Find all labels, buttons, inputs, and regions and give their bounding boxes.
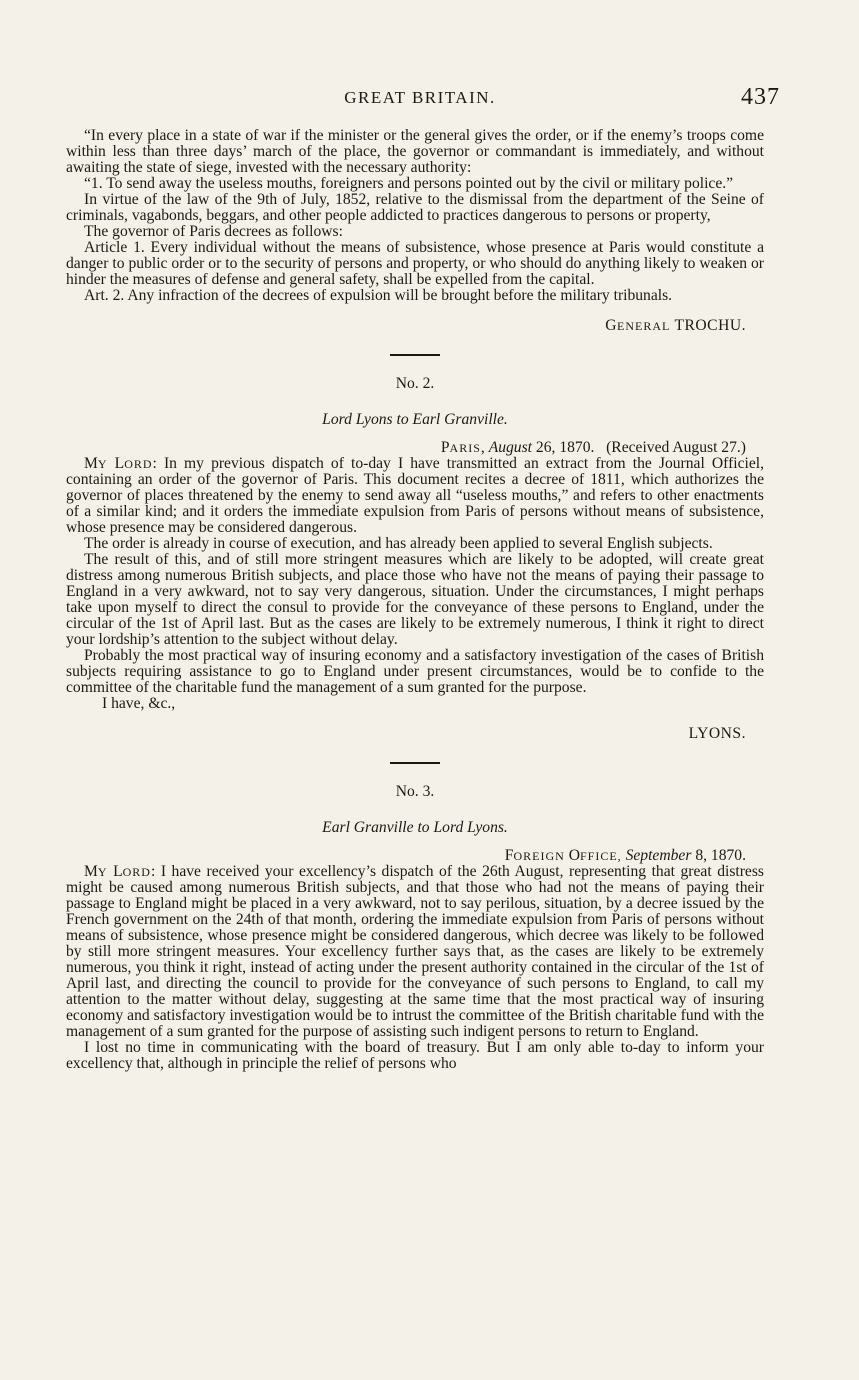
dispatch-paragraph: The result of this, and of still more stringent measures which are likely to be adopted, will create great distress among numerous British subjects, and place those who have not the means of paying their passage to England in a very awkward, not to say very dangerous, situation. Under the circumstances, I might perhaps take upon myself to direct the consul to provide for the conveyance of these persons to England, under the circular of the 1st of April last. But as the cases are likely to be extremely numerous, I think it right to direct your lordship’s attention to the subject without delay. [66, 551, 764, 648]
lyons-signature: LYONS. [688, 725, 746, 742]
dispatch-dateline: PARIS, August 26, 1870. (Received August 27.) [440, 439, 746, 456]
decree-article-2: Art. 2. Any infraction of the decrees of expulsion will be brought before the military tribunals. [84, 287, 673, 304]
page-header [60, 84, 780, 118]
trochu-signature: GENERAL TROCHU. [605, 317, 746, 334]
page-body [66, 128, 764, 1072]
dispatch-heading: Earl Granville to Lord Lyons. [322, 819, 508, 836]
decree-article-1: Article 1. Every individual without the means of subsistence, whose presence at Paris would constitute a danger to public order or to the security of persons and property, or who should do anything likely to weaken or hinder the measures of defense and general safety, shall be expelled from the capital. [66, 239, 764, 288]
trochu-decree [66, 128, 764, 334]
dispatch-number: No. 3. [395, 783, 435, 800]
dispatch-paragraph: The order is already in course of execution, and has already been applied to several English subjects. [84, 535, 713, 552]
page-number: 437 [741, 84, 780, 110]
dispatch-paragraph: Probably the most practical way of insuring economy and a satisfactory investigation of the cases of British subjects requiring assistance to go to England under present circumstances, would be to confide to the committee of the charitable fund the management of a sum granted for the purpose. [66, 647, 764, 696]
dispatch-paragraph: MY LORD: I have received your excellency’s dispatch of the 26th August, representing that great distress might be caused among numerous British subjects, and that those who had not the means of paying their passage to England might be placed in a very awkward, not to say perilous, situation, by a decree issued by the French government on the 24th of that month, ordering the immediate expulsion from Paris of persons without means of subsistence, whose presence might be considered dangerous, which decree was likely to be followed by still more stringent measures. Your excellency further says that, as the cases are likely to be extremely numerous, you think it right, instead of acting under the present authority contained in the circular of the 1st of April last, and directing the council to provide for the conveyance of such persons to England, to call my attention to the matter without delay, suggesting at the same time that the most practical way of insuring economy and satisfactory investigation would be to intrust the committee of the British charitable fund with the management of a sum granted for the purpose of assisting such indigent persons to return to England. [66, 863, 764, 1040]
decree-quote-item: “1. To send away the useless mouths, foreigners and persons pointed out by the civil or military police.” [84, 175, 734, 192]
section-divider [390, 354, 440, 356]
dispatch-dateline: FOREIGN OFFICE, September 8, 1870. [504, 847, 746, 864]
decree-intro-paragraph: The governor of Paris decrees as follows: [84, 223, 343, 240]
dispatch-no-2 [66, 376, 764, 742]
running-title: GREAT BRITAIN. [344, 88, 496, 107]
dispatch-paragraph: I lost no time in communicating with the board of treasury. But I am only able to-day to inform your excellency that, although in principle the relief of persons who [66, 1039, 764, 1072]
decree-law-paragraph: In virtue of the law of the 9th of July, 1852, relative to the dismissal from the department of the Seine of criminals, vagabonds, beggars, and other people addicted to practices dangerous to persons or property, [66, 191, 764, 224]
section-divider [390, 762, 440, 764]
dispatch-heading: Lord Lyons to Earl Granville. [322, 411, 508, 428]
dispatch-no-3 [66, 784, 764, 1072]
dispatch-closing: I have, &c., [102, 695, 176, 712]
dispatch-number: No. 2. [395, 375, 435, 392]
dispatch-paragraph: MY LORD: In my previous dispatch of to-day I have transmitted an extract from the Journal Officiel, containing an order of the governor of Paris. This document recites a decree of 1811, which authorizes the governor of places threatened by the enemy to send away all “useless mouths,” and refers to other enactments of a similar kind; and it orders the immediate expulsion from Paris of persons without means of subsistence, whose presence may be considered dangerous. [66, 455, 765, 536]
decree-quote-paragraph: “In every place in a state of war if the minister or the general gives the order, or if the enemy’s troops come within less than three days’ march of the place, the governor or commandant is immediately, and without awaiting the state of siege, invested with the necessary authority: [66, 127, 764, 176]
